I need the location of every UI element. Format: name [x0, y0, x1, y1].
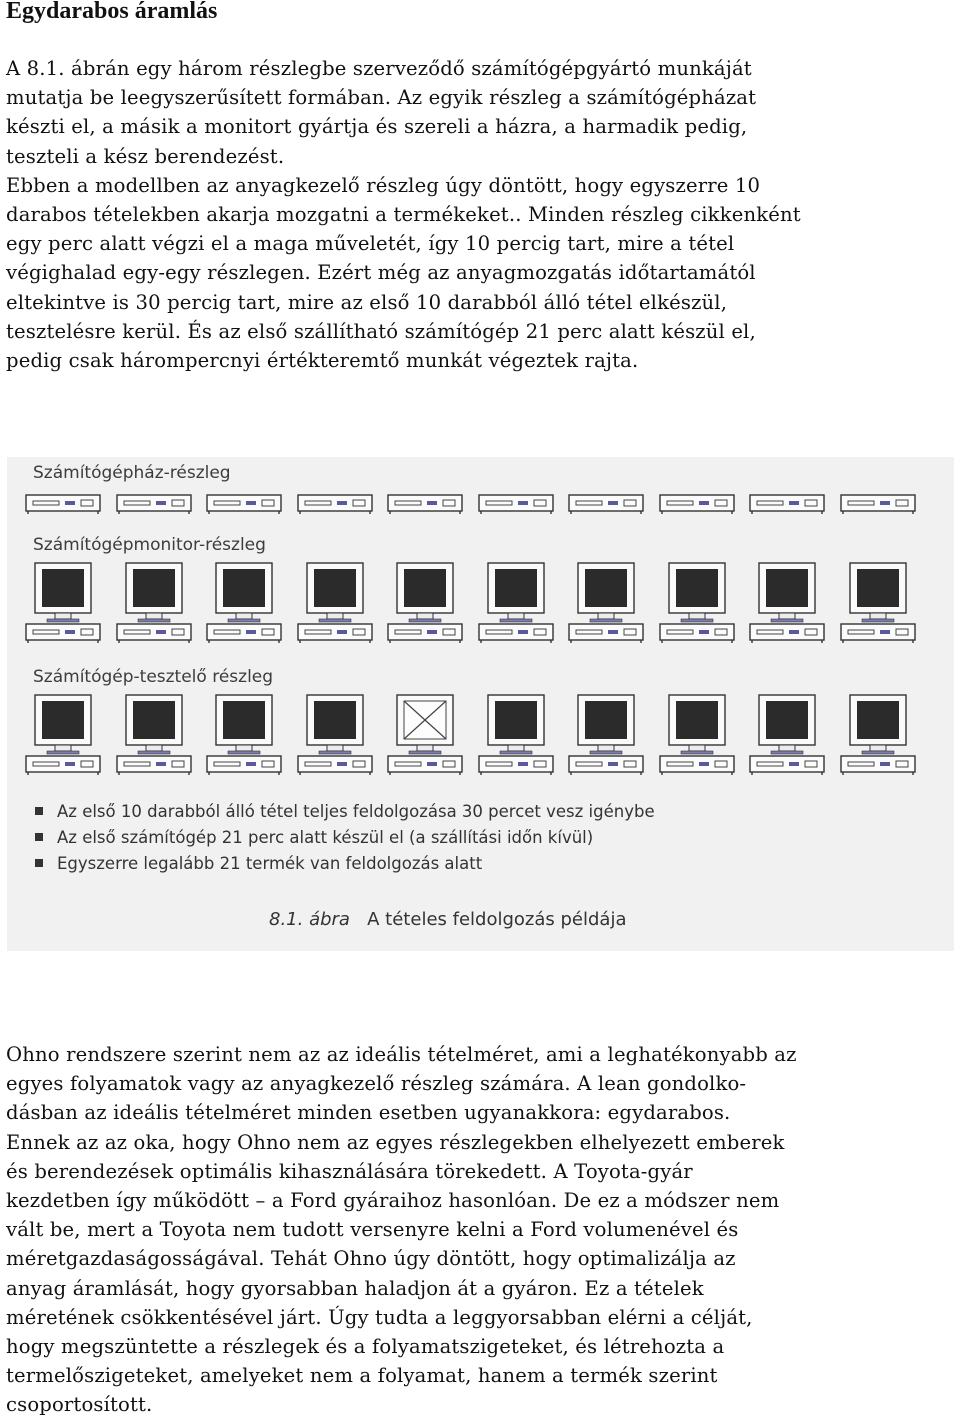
computer-with-monitor-icon: [659, 693, 737, 789]
computer-with-monitor-icon: [568, 561, 646, 657]
text-line: Ennek az az oka, hogy Ohno nem az egyes részlegekben elhelyezett emberek: [6, 1130, 785, 1154]
computer-with-monitor-icon: [387, 561, 465, 657]
computer-with-monitor-icon: [478, 693, 556, 789]
computer-case-icon: [478, 489, 556, 519]
text-line: termelőszigeteket, amelyeket nem a folyamat, hanem a termék szerint: [6, 1364, 718, 1388]
bullet-text: Az első számítógép 21 perc alatt készül el (a szállítási időn kívül): [57, 828, 594, 847]
computer-case-icon: [749, 489, 827, 519]
text-line: végighalad egy-egy részlegen. Ezért még az anyagmozgatás időtartamától: [6, 261, 756, 285]
computer-with-monitor-icon: [659, 561, 737, 657]
computer-case-icon: [297, 489, 375, 519]
text-line: hogy megszüntette a részlegek és a folyamatszigeteket, és létrehozta a: [6, 1335, 725, 1359]
text-line: csoportosított.: [6, 1393, 153, 1417]
text-line: egy perc alatt végzi el a maga műveletét, így 10 percig tart, mire a tétel: [6, 232, 735, 256]
bullet-icon: [35, 833, 43, 841]
computer-with-monitor-icon: [297, 693, 375, 789]
text-line: A 8.1. ábrán egy három részlegbe szerveződő számítógépgyártó munkáját: [6, 57, 752, 80]
figure-bullet: [57, 828, 593, 847]
empty-monitor-icon: [387, 693, 465, 789]
computer-case-icon: [25, 489, 103, 519]
computer-with-monitor-icon: [25, 561, 103, 657]
body-paragraph: [6, 1040, 950, 1420]
bullet-text: Az első 10 darabból álló tétel teljes feldolgozása 30 percet vesz igénybe: [57, 802, 655, 821]
text-line: vált be, mert a Toyota nem tudott versenyre kelni a Ford volumenével és: [6, 1218, 739, 1242]
text-line: teszteli a kész berendezést.: [6, 144, 285, 168]
dept-test-label: Számítógép-tesztelő részleg: [33, 667, 274, 687]
text-line: és berendezések optimális kihasználására törekedett. A Toyota-gyár: [6, 1159, 693, 1183]
computer-with-monitor-icon: [749, 693, 827, 789]
computer-case-icon: [387, 489, 465, 519]
dept-case-label: Számítógépház-részleg: [33, 463, 231, 483]
computer-with-monitor-icon: [206, 561, 284, 657]
caption-text: A tételes feldolgozás példája: [367, 909, 627, 930]
figure-bullet: [57, 854, 482, 873]
bullet-text: Egyszerre legalább 21 termék van feldolgozás alatt: [57, 854, 483, 873]
text-line: egyes folyamatok vagy az anyagkezelő részleg számára. A lean gondolko-: [6, 1072, 747, 1096]
dept-monitor-label: Számítógépmonitor-részleg: [33, 535, 266, 555]
text-line: darabos tételekben akarja mozgatni a termékeket.. Minden részleg cikkenként: [6, 203, 801, 227]
text-line: dásban az ideális tételméret minden esetben ugyanakkora: egydarabos.: [6, 1101, 731, 1125]
figure-bullet: [57, 802, 655, 821]
intro-paragraph: [6, 54, 950, 375]
computer-case-icon: [568, 489, 646, 519]
text-line: méretének csökkentésével járt. Úgy tudta a leggyorsabban elérni a célját,: [6, 1305, 753, 1329]
monitor-row: [7, 561, 954, 657]
text-line: Ebben a modellben az anyagkezelő részleg úgy döntött, hogy egyszerre 10: [6, 173, 761, 197]
computer-with-monitor-icon: [568, 693, 646, 789]
text-line: készti el, a másik a monitort gyártja és szereli a házra, a harmadik pedig,: [6, 115, 748, 139]
computer-with-monitor-icon: [840, 693, 918, 789]
section-heading: Egydarabos áramlás: [6, 0, 218, 24]
test-row: [7, 693, 954, 789]
computer-case-icon: [116, 489, 194, 519]
text-line: anyag áramlását, hogy gyorsabban haladjon át a gyáron. Ez a tételek: [6, 1276, 704, 1300]
text-line: Ohno rendszere szerint nem az az ideális tételméret, ami a leghatékonyabb az: [6, 1043, 797, 1066]
case-row: [7, 489, 954, 519]
text-line: eltekintve is 30 percig tart, mire az első 10 darabból álló tétel elkészül,: [6, 290, 728, 314]
computer-with-monitor-icon: [206, 693, 284, 789]
text-line: kezdetben így működött – a Ford gyáraihoz hasonlóan. De ez a módszer nem: [6, 1189, 780, 1213]
figure-caption: [269, 909, 626, 930]
computer-with-monitor-icon: [478, 561, 556, 657]
computer-with-monitor-icon: [297, 561, 375, 657]
computer-with-monitor-icon: [116, 693, 194, 789]
text-line: pedig csak hárompercnyi értékteremtő munkát végeztek rajta.: [6, 349, 639, 373]
caption-number: 8.1. ábra: [269, 909, 350, 930]
computer-with-monitor-icon: [840, 561, 918, 657]
text-line: méretgazdaságosságával. Tehát Ohno úgy döntött, hogy optimalizálja az: [6, 1247, 736, 1271]
bullet-icon: [35, 807, 43, 815]
bullet-icon: [35, 859, 43, 867]
computer-case-icon: [659, 489, 737, 519]
computer-with-monitor-icon: [749, 561, 827, 657]
computer-case-icon: [840, 489, 918, 519]
computer-with-monitor-icon: [25, 693, 103, 789]
text-line: mutatja be leegyszerűsített formában. Az egyik részleg a számítógépházat: [6, 86, 757, 110]
computer-case-icon: [206, 489, 284, 519]
figure-batch-processing: [7, 457, 954, 951]
computer-with-monitor-icon: [116, 561, 194, 657]
text-line: tesztelésre kerül. És az első szállítható számítógép 21 perc alatt készül el,: [6, 319, 756, 343]
